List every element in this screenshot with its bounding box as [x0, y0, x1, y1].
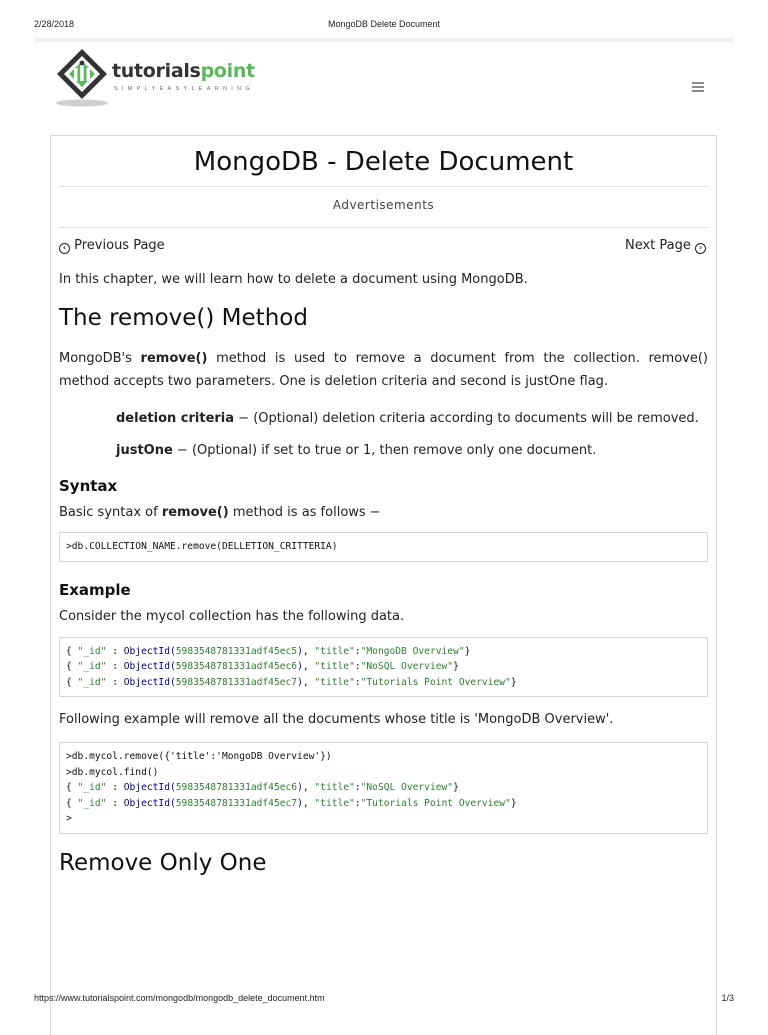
- syntax-text-prefix: Basic syntax of: [59, 505, 162, 520]
- site-logo[interactable]: [50, 46, 280, 112]
- hamburger-icon[interactable]: [692, 82, 704, 94]
- logo-text-accent: point: [200, 60, 255, 82]
- param-deletion-criteria-desc: − (Optional) deletion criteria according to documents will be removed.: [234, 411, 699, 426]
- code-object-id: 5983548781331adf45ec6: [175, 661, 298, 672]
- example-heading: Example: [59, 580, 131, 599]
- code-line: { "_id" : ObjectId(5983548781331adf45ec6), "title":"NoSQL Overview"}: [66, 782, 459, 793]
- print-doc-title: MongoDB Delete Document: [327, 19, 441, 29]
- remove-method-paragraph: [59, 347, 708, 393]
- print-date: 2/28/2018: [34, 19, 75, 29]
- code-title-value: Tutorials Point Overview: [366, 797, 506, 809]
- logo-wordmark: [112, 60, 255, 82]
- code-line: { "_id" : ObjectId(5983548781331adf45ec5), "title":"MongoDB Overview"}: [66, 645, 471, 657]
- syntax-text-rest: method is as follows −: [228, 505, 381, 520]
- code-title-value: NoSQL Overview: [366, 661, 448, 672]
- param-justone-name: justOne: [116, 443, 173, 458]
- param-justone-desc: − (Optional) if set to true or 1, then remove only one document.: [172, 443, 597, 458]
- previous-page-link[interactable]: [59, 238, 165, 254]
- previous-page-label: Previous Page: [74, 238, 165, 253]
- code-line: >db.mycol.find(): [66, 766, 159, 778]
- print-page-number: 1/3: [721, 993, 734, 1003]
- syntax-paragraph: [59, 501, 708, 524]
- logo-diamond-icon: [50, 46, 114, 110]
- code-line: { "_id" : ObjectId(5983548781331adf45ec7), "title":"Tutorials Point Overview"}: [66, 797, 517, 809]
- next-page-link[interactable]: [625, 238, 706, 254]
- syntax-heading: Syntax: [59, 477, 118, 495]
- site-header: [34, 38, 734, 122]
- page-navigation: [59, 228, 708, 268]
- remove-method-text-bold: remove(): [140, 351, 208, 366]
- logo-tagline: SIMPLYEASYLEARNING: [114, 86, 254, 92]
- remove-example-code-block: [59, 742, 708, 834]
- param-deletion-criteria: [59, 407, 708, 430]
- code-object-id: 5983548781331adf45ec5: [175, 645, 298, 657]
- section-heading-remove-method: The remove() Method: [59, 305, 308, 331]
- syntax-text-bold: remove(): [161, 505, 229, 520]
- code-title-value: NoSQL Overview: [366, 782, 448, 793]
- code-line: { "_id" : ObjectId(5983548781331adf45ec6), "title":"NoSQL Overview"}: [66, 661, 459, 672]
- intro-paragraph: In this chapter, we will learn how to delete a document using MongoDB.: [59, 272, 528, 287]
- circle-arrow-left-icon: ‹: [59, 243, 70, 254]
- circle-arrow-right-icon: ›: [695, 243, 706, 254]
- syntax-code-block: >db.COLLECTION_NAME.remove(DELLETION_CRITTERIA): [59, 532, 708, 562]
- code-object-id: 5983548781331adf45ec7: [175, 797, 298, 809]
- data-code-block: [59, 637, 708, 698]
- param-justone: [59, 439, 708, 462]
- example2-paragraph: Following example will remove all the documents whose title is 'MongoDB Overview'.: [59, 712, 614, 727]
- code-title-value: Tutorials Point Overview: [366, 676, 506, 688]
- article-container: [50, 135, 717, 1035]
- page-title: MongoDB - Delete Document: [59, 136, 708, 187]
- remove-method-text-prefix: MongoDB's: [59, 351, 141, 366]
- code-line: >db.mycol.remove({'title':'MongoDB Overview'}): [66, 751, 332, 762]
- param-deletion-criteria-name: deletion criteria: [116, 411, 235, 426]
- print-url: https://www.tutorialspoint.com/mongodb/mongodb_delete_document.htm: [34, 993, 325, 1003]
- print-header: [0, 0, 768, 40]
- code-line: >: [66, 813, 72, 824]
- example-paragraph: Consider the mycol collection has the following data.: [59, 608, 405, 624]
- code-line: { "_id" : ObjectId(5983548781331adf45ec7), "title":"Tutorials Point Overview"}: [66, 676, 517, 688]
- code-object-id: 5983548781331adf45ec6: [175, 782, 298, 793]
- section-heading-remove-only-one: Remove Only One: [59, 849, 267, 876]
- code-object-id: 5983548781331adf45ec7: [175, 676, 298, 688]
- logo-text-main: tutorials: [112, 60, 201, 82]
- print-footer: [0, 990, 768, 1010]
- code-title-value: MongoDB Overview: [366, 645, 459, 657]
- remove-method-text-rest: method is used to remove a document from the collection. remove() method accepts two parameters. One is deletion criteria and second is justOne flag.: [59, 351, 708, 389]
- next-page-label: Next Page: [624, 238, 691, 253]
- advertisements-label: Advertisements: [59, 187, 708, 228]
